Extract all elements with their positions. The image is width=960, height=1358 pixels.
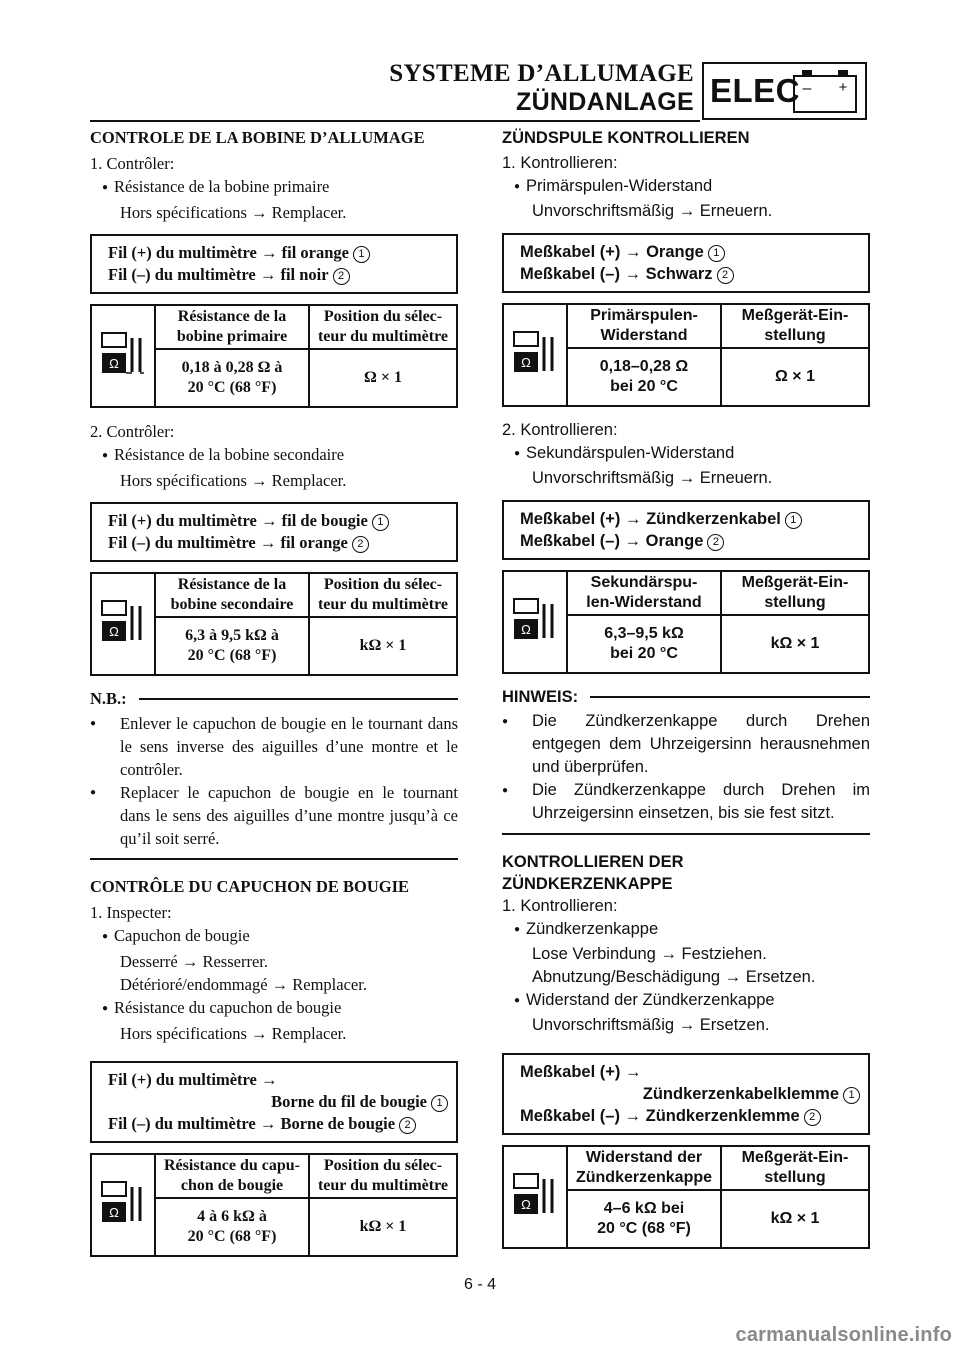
svg-text:Ω: Ω: [109, 356, 119, 371]
action-text: Unvorschriftsmäßig → Ersetzen.: [532, 1016, 770, 1034]
bullet-item: ● Résistance de la bobine secondaire: [90, 443, 458, 469]
lead-line: Meßkabel (+) →: [520, 1063, 642, 1081]
marker-1: 1: [353, 246, 370, 263]
step: 1. Kontrollieren:: [502, 154, 618, 172]
note-label: HINWEIS:: [502, 686, 870, 708]
lead-line: Fil (–) du multimètre → fil orange: [108, 533, 348, 552]
lead-line: Borne du fil de bougie: [271, 1092, 427, 1111]
multimeter-icon-cell: [91, 573, 155, 675]
multimeter-lead-box: [502, 1053, 870, 1135]
col-header-resistance: Résistance du capu- chon de bougie: [155, 1154, 309, 1198]
selector-value: kΩ × 1: [721, 1190, 869, 1248]
step: 1. Contrôler:: [90, 154, 175, 173]
section-heading: KONTROLLIEREN DER ZÜNDKERZENKAPPE: [502, 853, 684, 893]
note-bullet: ● Die Zündkerzenkappe durch Drehen im Uhrzeigersinn einsetzen, bis sie fest sitzt.: [502, 781, 870, 822]
column-german: [502, 127, 870, 1261]
resistance-value: 6,3–9,5 kΩ bei 20 °C: [567, 615, 721, 673]
marker-1: 1: [372, 514, 389, 531]
multimeter-icon-cell: [91, 1154, 155, 1256]
resistance-value: 0,18–0,28 Ω bei 20 °C: [567, 348, 721, 406]
selector-value: Ω × 1: [309, 349, 457, 407]
column-french: [90, 127, 458, 1269]
note-end-rule: [90, 858, 458, 860]
spec-table: [502, 303, 870, 407]
multimeter-lead-box: [502, 233, 870, 293]
multimeter-icon: [511, 329, 559, 375]
selector-value: Ω × 1: [721, 348, 869, 406]
col-header-selector: Meßgerät-Ein- stellung: [721, 571, 869, 615]
spec-table: [90, 304, 458, 408]
col-header-selector: Meßgerät-Ein- stellung: [721, 1146, 869, 1190]
section-heading: CONTRÔLE DU CAPUCHON DE BOUGIE: [90, 877, 410, 896]
multimeter-icon: [99, 1179, 147, 1225]
col-header-selector: Position du sélec- teur du multimètre: [309, 573, 457, 617]
note-bullet: ● Replacer le capuchon de bougie en le tournant dans le sens des aiguilles d’une montre jusqu’à ce qu’il soit serré.: [90, 783, 458, 848]
col-header-resistance: Résistance de la bobine primaire: [155, 305, 309, 349]
section-badge-label: ELEC: [710, 72, 801, 109]
multimeter-icon: [99, 598, 147, 644]
note-bullet: ● Die Zündkerzenkappe durch Drehen entgegen dem Uhrzeigersinn herausnehmen und überprüfen.: [502, 712, 870, 776]
col-header-resistance: Résistance de la bobine secondaire: [155, 573, 309, 617]
multimeter-icon-cell: [503, 304, 567, 406]
marker-2: 2: [352, 536, 369, 553]
step: 2. Contrôler:: [90, 422, 175, 441]
multimeter-icon: [511, 596, 559, 642]
lead-line: Meßkabel (+) → Orange: [520, 243, 704, 261]
marker-2: 2: [717, 267, 734, 284]
spec-table: [502, 570, 870, 674]
multimeter-lead-box: [90, 502, 458, 562]
section-heading: ZÜNDSPULE KONTROLLIEREN: [502, 129, 750, 147]
action-text: Lose Verbindung → Festziehen.: [532, 945, 767, 963]
multimeter-lead-box: [90, 234, 458, 294]
battery-icon: [792, 68, 860, 114]
marker-2: 2: [333, 268, 350, 285]
spec-table: [502, 1145, 870, 1249]
note-label: N.B.:: [90, 688, 458, 710]
section-badge: [702, 62, 867, 120]
page-header: [90, 58, 868, 120]
bullet-item: ● Sekundärspulen-Widerstand: [502, 442, 870, 467]
selector-value: kΩ × 1: [309, 617, 457, 675]
bullet-item: ● Widerstand der Zündkerzenkappe: [502, 989, 870, 1014]
note-end-rule: [502, 833, 870, 835]
lead-line: Fil (–) du multimètre → Borne de bougie: [108, 1114, 396, 1133]
battery-plus: +: [838, 79, 848, 96]
battery-minus: –: [802, 80, 812, 97]
marker-2: 2: [707, 534, 724, 551]
bullet-item: ● Primärspulen-Widerstand: [502, 175, 870, 200]
page-number: 6 - 4: [463, 1276, 496, 1293]
lead-line: Zündkerzenkabelklemme: [642, 1085, 839, 1103]
resistance-value: 4–6 kΩ bei 20 °C (68 °F): [567, 1190, 721, 1248]
lead-line: Fil (+) du multimètre →: [108, 1070, 278, 1089]
bullet-item: ● Zündkerzenkappe: [502, 918, 870, 943]
bullet-item: ● Capuchon de bougie: [90, 924, 458, 950]
watermark: carmanualsonline.info: [735, 1324, 952, 1346]
multimeter-icon-cell: [503, 571, 567, 673]
note-bullet: ● Enlever le capuchon de bougie en le tournant dans le sens inverse des aiguilles d’une montre et le contrôler.: [90, 714, 458, 779]
action-text: Abnutzung/Beschädigung → Ersetzen.: [532, 968, 816, 986]
marker-2: 2: [399, 1117, 416, 1134]
multimeter-lead-box: [90, 1061, 458, 1143]
multimeter-icon: [99, 330, 147, 376]
resistance-value: 4 à 6 kΩ à 20 °C (68 °F): [155, 1198, 309, 1256]
lead-line: Meßkabel (–) → Schwarz: [520, 265, 713, 283]
resistance-value: 0,18 à 0,28 Ω à 20 °C (68 °F): [155, 349, 309, 407]
step: 1. Kontrollieren:: [502, 897, 618, 915]
lead-line: Fil (+) du multimètre → fil orange: [108, 243, 349, 262]
step: 2. Kontrollieren:: [502, 421, 618, 439]
col-header-selector: Meßgerät-Ein- stellung: [721, 304, 869, 348]
action-text: Hors spécifications → Remplacer.: [120, 471, 347, 490]
col-header-resistance: Primärspulen- Widerstand: [567, 304, 721, 348]
section-heading: CONTROLE DE LA BOBINE D’ALLUMAGE: [90, 128, 425, 147]
marker-1: 1: [708, 245, 725, 262]
marker-1: 1: [843, 1087, 860, 1104]
action-text: Desserré → Resserrer.: [120, 952, 268, 971]
multimeter-lead-box: [502, 500, 870, 560]
header-rule: [90, 120, 700, 122]
svg-text:Ω: Ω: [109, 1205, 119, 1220]
lead-line: Fil (–) du multimètre → fil noir: [108, 265, 329, 284]
col-header-selector: Position du sélec- teur du multimètre: [309, 305, 457, 349]
marker-2: 2: [804, 1109, 821, 1126]
resistance-value: 6,3 à 9,5 kΩ à 20 °C (68 °F): [155, 617, 309, 675]
lead-line: Meßkabel (–) → Orange: [520, 532, 704, 550]
svg-text:Ω: Ω: [521, 355, 531, 370]
header-title-de: ZÜNDANLAGE: [516, 88, 694, 116]
col-header-resistance: Widerstand der Zündkerzenkappe: [567, 1146, 721, 1190]
col-header-selector: Position du sélec- teur du multimètre: [309, 1154, 457, 1198]
lead-line: Meßkabel (–) → Zündkerzenklemme: [520, 1107, 800, 1125]
svg-text:Ω: Ω: [109, 624, 119, 639]
step: 1. Inspecter:: [90, 903, 172, 922]
svg-text:Ω: Ω: [521, 622, 531, 637]
action-text: Hors spécifications → Remplacer.: [120, 1024, 347, 1043]
marker-1: 1: [785, 512, 802, 529]
spec-table: [90, 1153, 458, 1257]
multimeter-icon-cell: [91, 305, 155, 407]
bullet-item: ● Résistance de la bobine primaire: [90, 175, 458, 201]
spec-table: [90, 572, 458, 676]
multimeter-icon: [511, 1171, 559, 1217]
action-text: Unvorschriftsmäßig → Erneuern.: [532, 469, 773, 487]
selector-value: kΩ × 1: [309, 1198, 457, 1256]
multimeter-icon-cell: [503, 1146, 567, 1248]
action-text: Hors spécifications → Remplacer.: [120, 203, 347, 222]
bullet-item: ● Résistance du capuchon de bougie: [90, 996, 458, 1022]
lead-line: Fil (+) du multimètre → fil de bougie: [108, 511, 368, 530]
lead-line: Meßkabel (+) → Zündkerzenkabel: [520, 510, 781, 528]
action-text: Unvorschriftsmäßig → Erneuern.: [532, 202, 773, 220]
action-text: Détérioré/endommagé → Remplacer.: [120, 975, 367, 994]
header-title-fr: SYSTEME D’ALLUMAGE: [389, 60, 694, 87]
svg-text:Ω: Ω: [521, 1197, 531, 1212]
marker-1: 1: [431, 1095, 448, 1112]
col-header-resistance: Sekundärspu- len-Widerstand: [567, 571, 721, 615]
selector-value: kΩ × 1: [721, 615, 869, 673]
